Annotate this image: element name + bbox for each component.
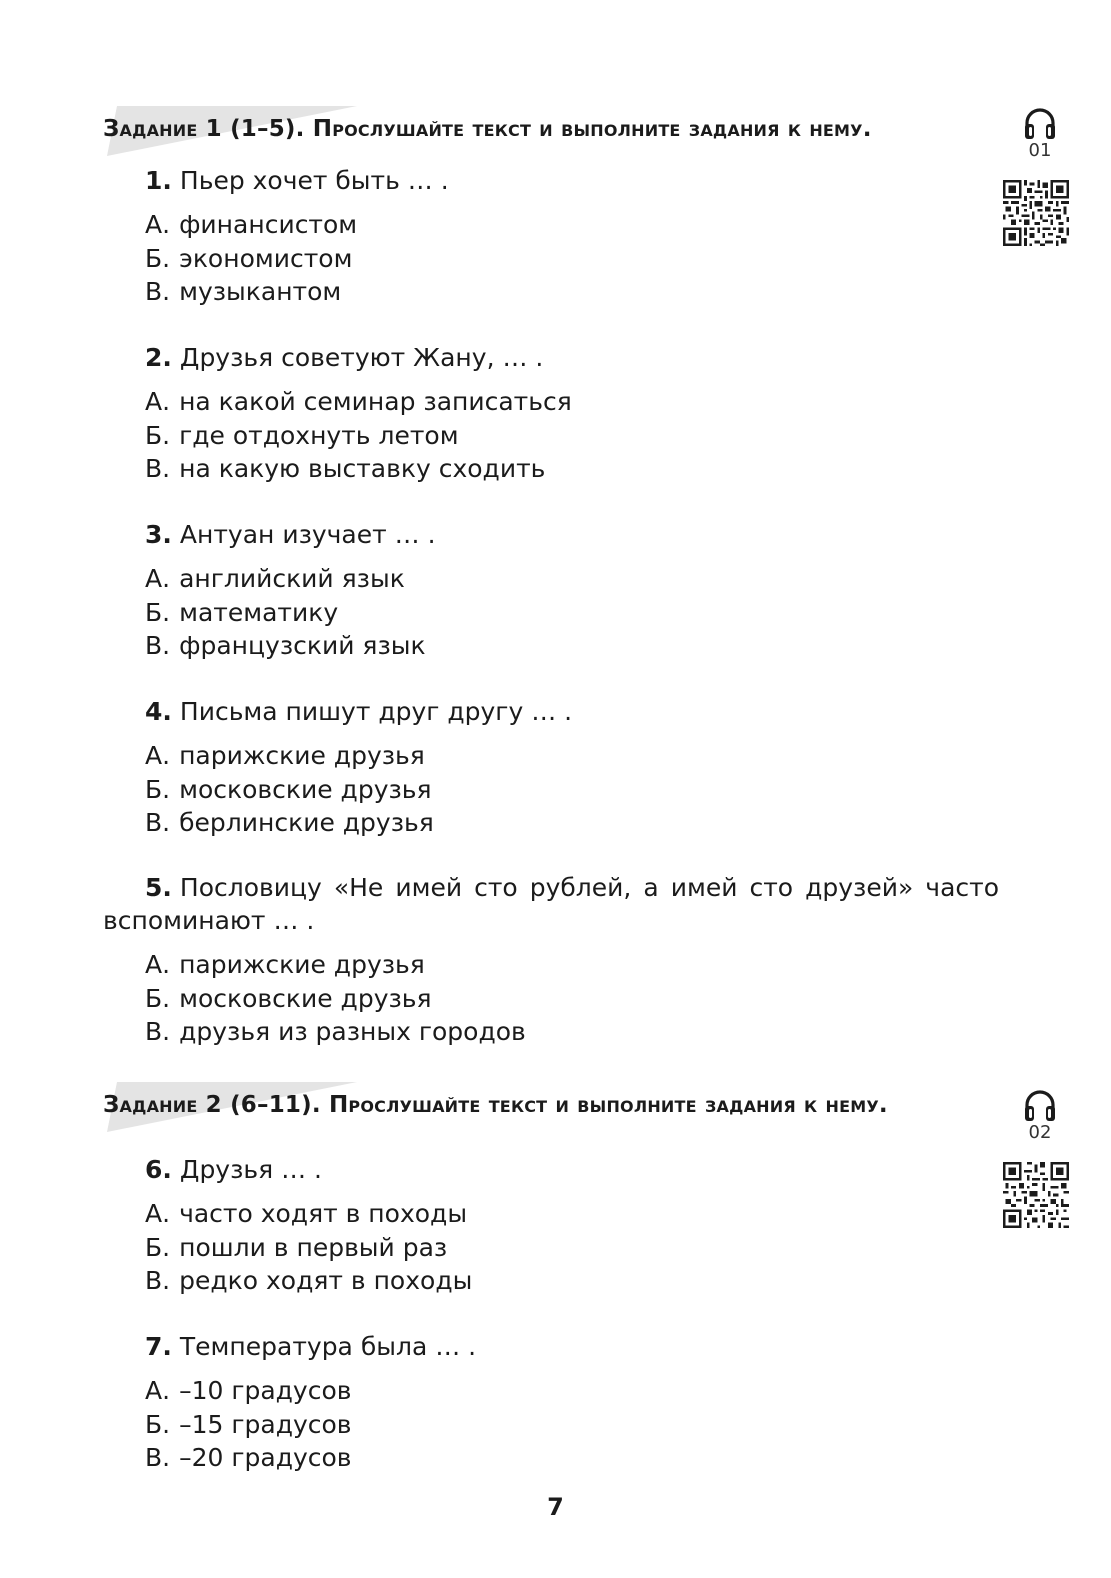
answer-option[interactable] xyxy=(145,419,999,453)
option-letter: А. xyxy=(145,1199,171,1228)
headphones-icon[interactable] xyxy=(1022,106,1058,142)
question-3 xyxy=(103,518,999,663)
option-text: часто ходят в походы xyxy=(179,1199,468,1228)
option-letter: Б. xyxy=(145,597,171,627)
answer-option[interactable] xyxy=(145,1015,999,1049)
option-letter: В. xyxy=(145,1266,171,1295)
question-number: 7. xyxy=(145,1332,172,1361)
audio-track-number: 02 xyxy=(1028,1122,1052,1143)
question-text: Пословицу «Не имей сто рублей, а имей сто друзей» часто вспоминают … . xyxy=(103,873,999,935)
option-text: французский язык xyxy=(179,631,426,660)
question-1 xyxy=(103,164,999,309)
question-number: 5. xyxy=(145,873,172,902)
option-text: редко ходят в походы xyxy=(179,1266,473,1295)
option-letter: Б. xyxy=(145,774,171,804)
option-text: пошли в первый раз xyxy=(179,1232,448,1262)
option-letter: А. xyxy=(145,741,171,770)
option-letter: В. xyxy=(145,631,171,660)
option-letter: Б. xyxy=(145,1232,171,1262)
task-2-audio[interactable] xyxy=(1003,1088,1077,1238)
option-letter: В. xyxy=(145,277,171,306)
question-text: Друзья … . xyxy=(179,1155,323,1184)
headphones-icon[interactable] xyxy=(1022,1088,1058,1124)
answer-option[interactable] xyxy=(145,208,999,242)
option-text: –20 градусов xyxy=(179,1443,352,1472)
option-text: математику xyxy=(179,597,339,627)
question-number: 6. xyxy=(145,1155,172,1184)
option-text: где отдохнуть летом xyxy=(179,420,459,450)
answer-option[interactable] xyxy=(145,385,999,419)
option-text: экономистом xyxy=(179,243,353,273)
answer-option[interactable] xyxy=(145,982,999,1016)
answer-option[interactable] xyxy=(145,242,999,276)
answer-option[interactable] xyxy=(145,1441,999,1475)
option-text: –10 градусов xyxy=(179,1376,352,1405)
option-text: финансистом xyxy=(179,210,358,239)
option-text: музыкантом xyxy=(179,277,342,306)
answer-option[interactable] xyxy=(145,1264,999,1298)
question-number: 4. xyxy=(145,697,172,726)
option-letter: В. xyxy=(145,454,171,483)
option-letter: А. xyxy=(145,950,171,979)
answer-option[interactable] xyxy=(145,948,999,982)
task-2-header xyxy=(103,1088,983,1128)
option-letter: Б. xyxy=(145,243,171,273)
question-2 xyxy=(103,341,999,486)
option-text: на какой семинар записаться xyxy=(179,387,572,416)
answer-option[interactable] xyxy=(145,596,999,630)
question-text: Антуан изучает … . xyxy=(179,520,436,549)
answer-option[interactable] xyxy=(145,1231,999,1265)
option-text: московские друзья xyxy=(179,774,432,804)
question-stem xyxy=(103,164,999,197)
question-stem xyxy=(103,518,999,551)
question-5 xyxy=(103,871,999,1049)
answer-option[interactable] xyxy=(145,1374,999,1408)
option-text: парижские друзья xyxy=(179,950,425,979)
question-stem xyxy=(103,871,999,937)
option-text: английский язык xyxy=(179,564,405,593)
task-1-audio[interactable] xyxy=(1003,106,1077,256)
option-letter: В. xyxy=(145,1443,171,1472)
answer-option[interactable] xyxy=(145,806,999,840)
option-letter: А. xyxy=(145,387,171,416)
question-stem xyxy=(103,1153,999,1186)
option-letter: А. xyxy=(145,210,171,239)
answer-option[interactable] xyxy=(145,1197,999,1231)
task-1-header xyxy=(103,112,983,152)
question-text: Пьер хочет быть … . xyxy=(179,166,449,195)
answer-option[interactable] xyxy=(145,275,999,309)
question-stem xyxy=(103,1330,999,1363)
task-1-title: Задание 1 (1–5). Прослушайте текст и выполните задания к нему. xyxy=(103,116,872,142)
question-stem xyxy=(103,341,999,374)
question-text: Температура была … . xyxy=(179,1332,477,1361)
answer-option[interactable] xyxy=(145,452,999,486)
answer-option[interactable] xyxy=(145,629,999,663)
question-7 xyxy=(103,1330,999,1475)
option-text: парижские друзья xyxy=(179,741,425,770)
option-letter: В. xyxy=(145,1017,171,1046)
option-text: –15 градусов xyxy=(179,1409,352,1439)
qr-code-icon[interactable] xyxy=(1003,1162,1069,1228)
option-letter: Б. xyxy=(145,420,171,450)
option-text: московские друзья xyxy=(179,983,432,1013)
answer-options xyxy=(103,208,999,309)
question-number: 3. xyxy=(145,520,172,549)
question-text: Друзья советуют Жану, … . xyxy=(179,343,544,372)
option-letter: В. xyxy=(145,808,171,837)
answer-option[interactable] xyxy=(145,1408,999,1442)
question-number: 2. xyxy=(145,343,172,372)
question-number: 1. xyxy=(145,166,172,195)
question-4 xyxy=(103,695,999,840)
question-text: Письма пишут друг другу … . xyxy=(179,697,573,726)
answer-options xyxy=(103,739,999,840)
answer-option[interactable] xyxy=(145,773,999,807)
qr-code-icon[interactable] xyxy=(1003,180,1069,246)
option-text: друзья из разных городов xyxy=(179,1017,526,1046)
answer-option[interactable] xyxy=(145,562,999,596)
task-2-title: Задание 2 (6–11). Прослушайте текст и выполните задания к нему. xyxy=(103,1092,888,1118)
answer-options xyxy=(103,562,999,663)
option-letter: А. xyxy=(145,1376,171,1405)
question-stem xyxy=(103,695,999,728)
answer-options xyxy=(103,948,999,1049)
option-letter: Б. xyxy=(145,983,171,1013)
page-number: 7 xyxy=(547,1493,564,1521)
answer-option[interactable] xyxy=(145,739,999,773)
answer-options xyxy=(103,385,999,486)
option-text: на какую выставку сходить xyxy=(179,454,546,483)
question-6 xyxy=(103,1153,999,1298)
option-letter: А. xyxy=(145,564,171,593)
option-letter: Б. xyxy=(145,1409,171,1439)
answer-options xyxy=(103,1374,999,1475)
audio-track-number: 01 xyxy=(1028,140,1052,161)
answer-options xyxy=(103,1197,999,1298)
option-text: берлинские друзья xyxy=(179,808,434,837)
